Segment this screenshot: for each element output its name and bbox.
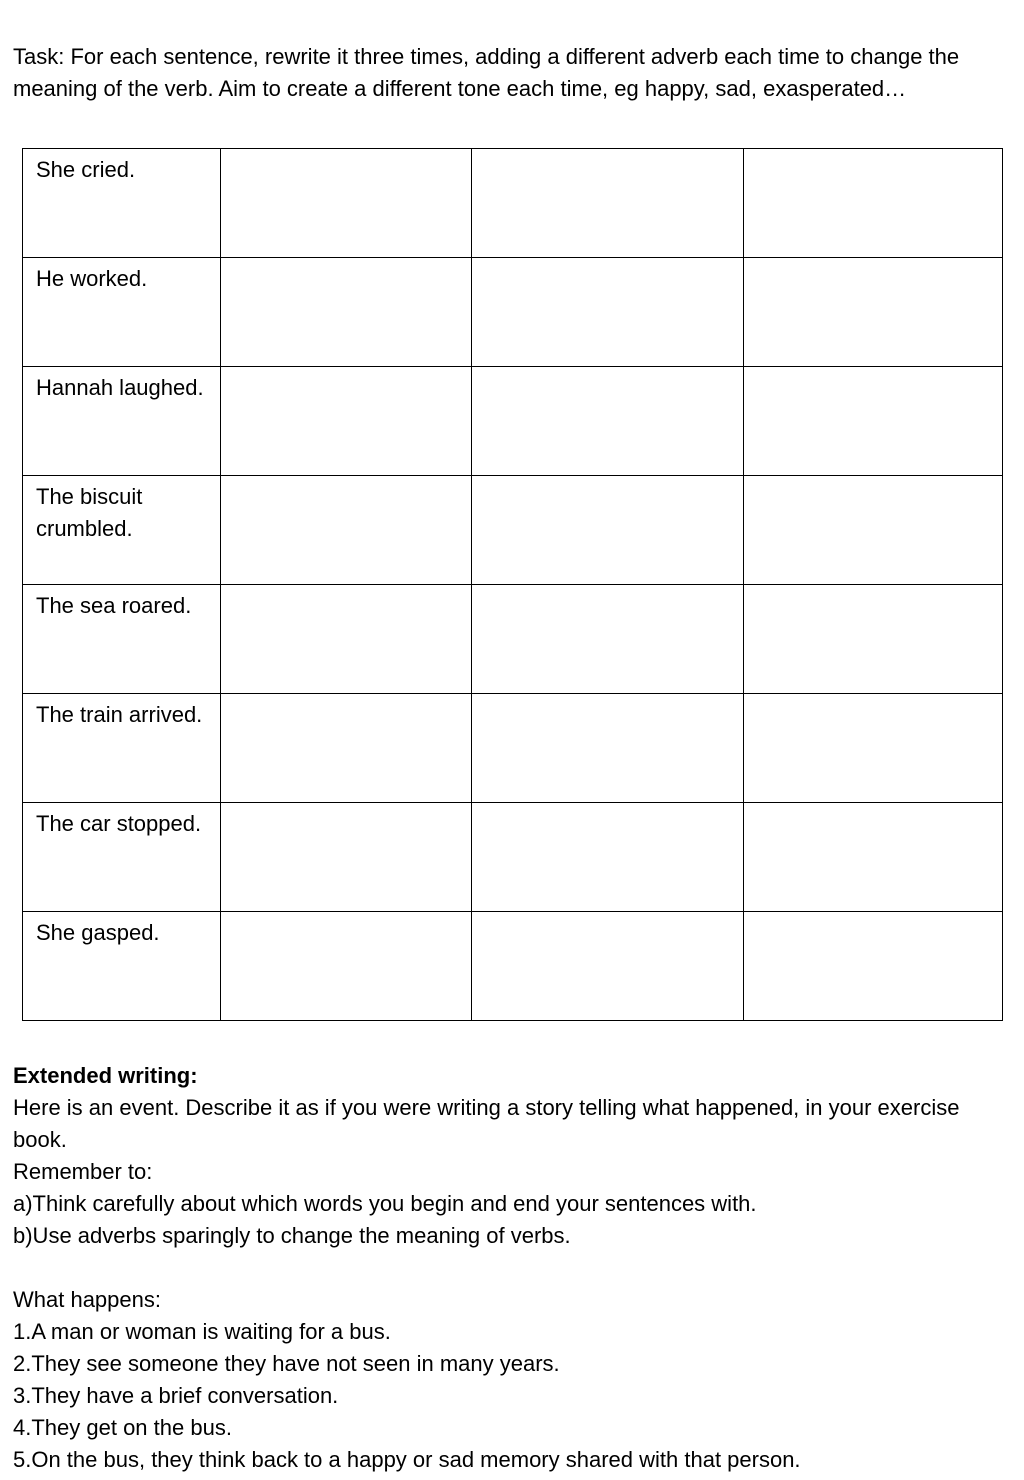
extended-intro: Here is an event. Describe it as if you were writing a story telling what happened, in your exercise book. bbox=[13, 1095, 960, 1152]
table-row bbox=[23, 912, 1003, 1021]
extended-heading: Extended writing: bbox=[13, 1063, 198, 1088]
answer-cell[interactable] bbox=[221, 585, 472, 694]
answer-cell[interactable] bbox=[221, 803, 472, 912]
table-row bbox=[23, 258, 1003, 367]
spacer bbox=[13, 1252, 1018, 1284]
answer-cell[interactable] bbox=[744, 149, 1003, 258]
answer-cell[interactable] bbox=[221, 258, 472, 367]
remember-label: Remember to: bbox=[13, 1159, 153, 1184]
answer-cell[interactable] bbox=[744, 367, 1003, 476]
table-row bbox=[23, 585, 1003, 694]
step-item: 5.On the bus, they think back to a happy or sad memory shared with that person. bbox=[13, 1447, 801, 1472]
table-row bbox=[23, 694, 1003, 803]
answer-cell[interactable] bbox=[472, 912, 744, 1021]
adverb-table bbox=[22, 148, 1003, 1021]
step-item: 4.They get on the bus. bbox=[13, 1415, 232, 1440]
answer-cell[interactable] bbox=[221, 149, 472, 258]
answer-cell[interactable] bbox=[744, 803, 1003, 912]
answer-cell[interactable] bbox=[472, 476, 744, 585]
remember-point: b)Use adverbs sparingly to change the meaning of verbs. bbox=[13, 1223, 571, 1248]
answer-cell[interactable] bbox=[744, 585, 1003, 694]
table-row bbox=[23, 803, 1003, 912]
extended-writing-section bbox=[13, 1060, 1018, 1476]
answer-cell[interactable] bbox=[221, 476, 472, 585]
sentence-cell: The biscuit crumbled. bbox=[23, 476, 221, 585]
table-row bbox=[23, 149, 1003, 258]
sentence-cell: Hannah laughed. bbox=[23, 367, 221, 476]
table-row bbox=[23, 476, 1003, 585]
answer-cell[interactable] bbox=[744, 912, 1003, 1021]
sentence-cell: He worked. bbox=[23, 258, 221, 367]
task-instructions: Task: For each sentence, rewrite it three times, adding a different adverb each time to change the meaning of the verb. Aim to create a different tone each time, eg happy, sad, exasperated… bbox=[13, 44, 960, 101]
what-happens-label: What happens: bbox=[13, 1287, 161, 1312]
table-row bbox=[23, 367, 1003, 476]
sentence-cell: The sea roared. bbox=[23, 585, 221, 694]
answer-cell[interactable] bbox=[744, 258, 1003, 367]
step-item: 3.They have a brief conversation. bbox=[13, 1383, 339, 1408]
step-item: 1.A man or woman is waiting for a bus. bbox=[13, 1319, 391, 1344]
sentence-cell: The car stopped. bbox=[23, 803, 221, 912]
answer-cell[interactable] bbox=[221, 694, 472, 803]
answer-cell[interactable] bbox=[472, 258, 744, 367]
answer-cell[interactable] bbox=[472, 367, 744, 476]
answer-cell[interactable] bbox=[744, 476, 1003, 585]
answer-cell[interactable] bbox=[472, 585, 744, 694]
answer-cell[interactable] bbox=[221, 912, 472, 1021]
answer-cell[interactable] bbox=[472, 803, 744, 912]
sentence-cell: She cried. bbox=[23, 149, 221, 258]
answer-cell[interactable] bbox=[472, 694, 744, 803]
answer-cell[interactable] bbox=[744, 694, 1003, 803]
answer-cell[interactable] bbox=[221, 367, 472, 476]
remember-point: a)Think carefully about which words you begin and end your sentences with. bbox=[13, 1191, 757, 1216]
sentence-cell: The train arrived. bbox=[23, 694, 221, 803]
step-item: 2.They see someone they have not seen in many years. bbox=[13, 1351, 560, 1376]
answer-cell[interactable] bbox=[472, 149, 744, 258]
sentence-cell: She gasped. bbox=[23, 912, 221, 1021]
